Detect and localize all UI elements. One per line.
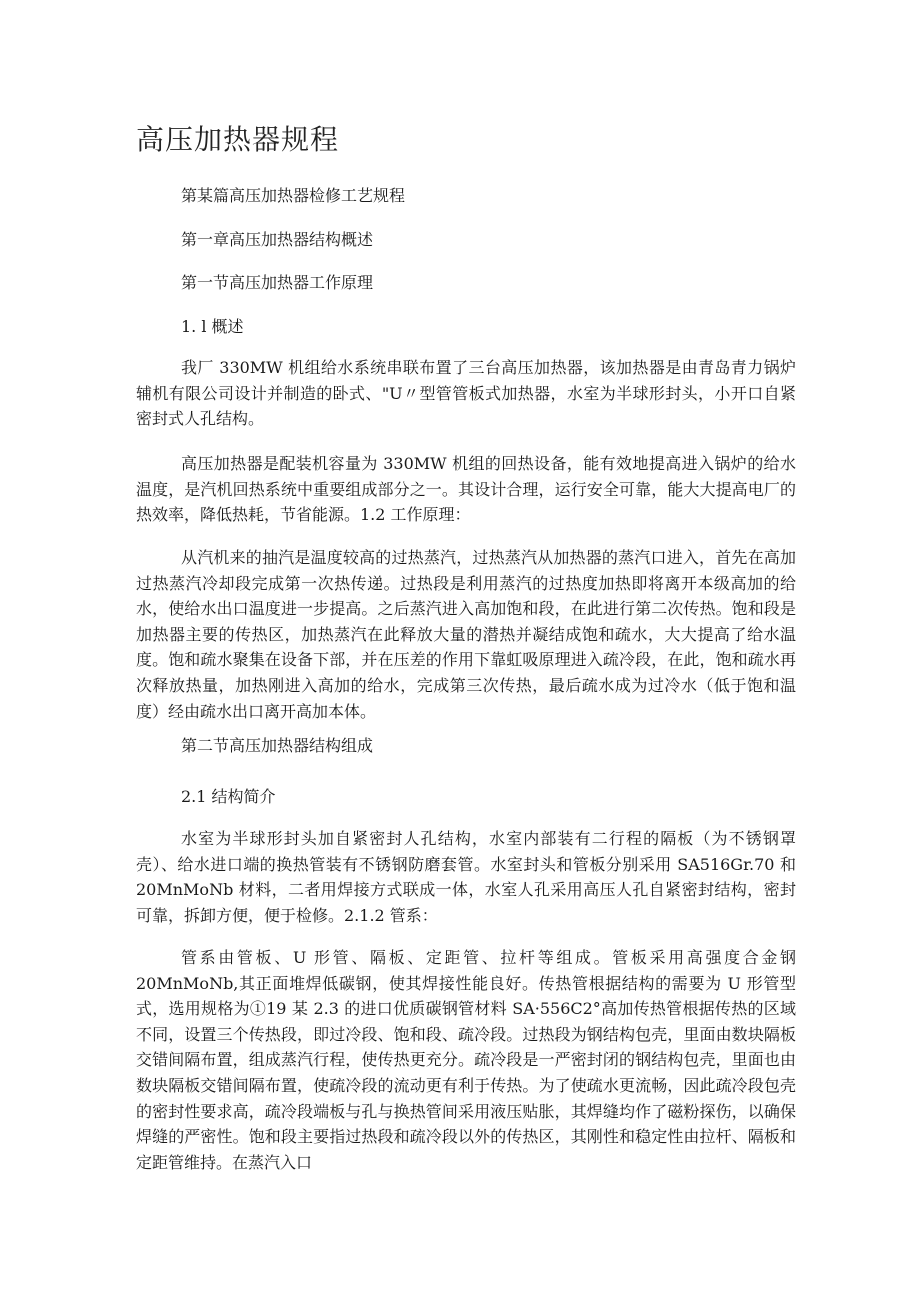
subsection-heading: 1. l 概述 (181, 317, 244, 336)
subsection-heading: 2.1 结构简介 (181, 787, 276, 806)
body-paragraph: 从汽机来的抽汽是温度较高的过热蒸汽，过热蒸汽从加热器的蒸汽口进入，首先在高加过热蒸汽冷却段完成第一次热传递。过热段是利用蒸汽的过热度加热即将离开本级高加的给水，使给水出口温度进一步提高。之后蒸汽进入高加饱和段，在此进行第二次传热。饱和段是加热器主要的传热区，加热蒸汽在此释放大量的潜热并凝结成饱和疏水，大大提高了给水温度。饱和疏水聚集在设备下部，并在压差的作用下靠虹吸原理进入疏冷段，在此，饱和疏水再次释放热量，加热刚进入高加的给水，完成第三次传热，最后疏水成为过冷水（低于饱和温度）经由疏水出口离开高加本体。 (136, 548, 796, 721)
section-heading: 第二节高压加热器结构组成 (181, 736, 374, 755)
body-paragraph: 管系由管板、U 形管、隔板、定距管、拉杆等组成。管板采用高强度合金钢 20MnMoNb,其正面堆焊低碳钢，使其焊接性能良好。传热管根据结构的需要为 U 形管型式，选用规格为①19 某 2.3 的进口优质碳钢管材料 SA·556C2°高加传热管根据传热的区域不同，设置三个传热段，即过冷段、饱和段、疏冷段。过热段为钢结构包壳，里面由数块隔板交错间隔布置，组成蒸汽行程，使传热更充分。疏冷段是一严密封闭的钢结构包壳，里面也由数块隔板交错间隔布置，使疏冷段的流动更有利于传热。为了使疏水更流畅，因此疏冷段包壳的密封性要求高，疏冷段端板与孔与换热管间采用液压贴胀，其焊缝均作了磁粉探伤，以确保焊缝的严密性。饱和段主要指过热段和疏冷段以外的传热区，其刚性和稳定性由拉杆、隔板和定距管维持。在蒸汽入口 (136, 948, 796, 1172)
body-paragraph: 我厂 330MW 机组给水系统串联布置了三台高压加热器，该加热器是由青岛青力锅炉辅机有限公司设计并制造的卧式、"U〃型管管板式加热器，水室为半球形封头，小开口自紧密封式人孔结构。 (136, 358, 796, 429)
chapter-heading: 第一章高压加热器结构概述 (181, 230, 374, 249)
body-paragraph: 水室为半球形封头加自紧密封人孔结构，水室内部装有二行程的隔板（为不锈钢罩壳）、给水进口端的换热管装有不锈钢防磨套管。水室封头和管板分别采用 SA516Gr.70 和 20MnMoNb 材料，二者用焊接方式联成一体，水室人孔采用高压人孔自紧密封结构，密封可靠，拆卸方便，便于检修。2.1.2 管系： (136, 829, 796, 925)
body-paragraph: 高压加热器是配装机容量为 330MW 机组的回热设备，能有效地提高进入锅炉的给水温度，是汽机回热系统中重要组成部分之一。其设计合理，运行安全可靠，能大大提高电厂的热效率，降低热耗，节省能源。1.2 工作原理： (136, 454, 796, 525)
document-title: 高压加热器规程 (136, 123, 340, 156)
section-heading: 第一节高压加热器工作原理 (181, 273, 374, 292)
part-heading: 第某篇高压加热器检修工艺规程 (181, 186, 406, 205)
